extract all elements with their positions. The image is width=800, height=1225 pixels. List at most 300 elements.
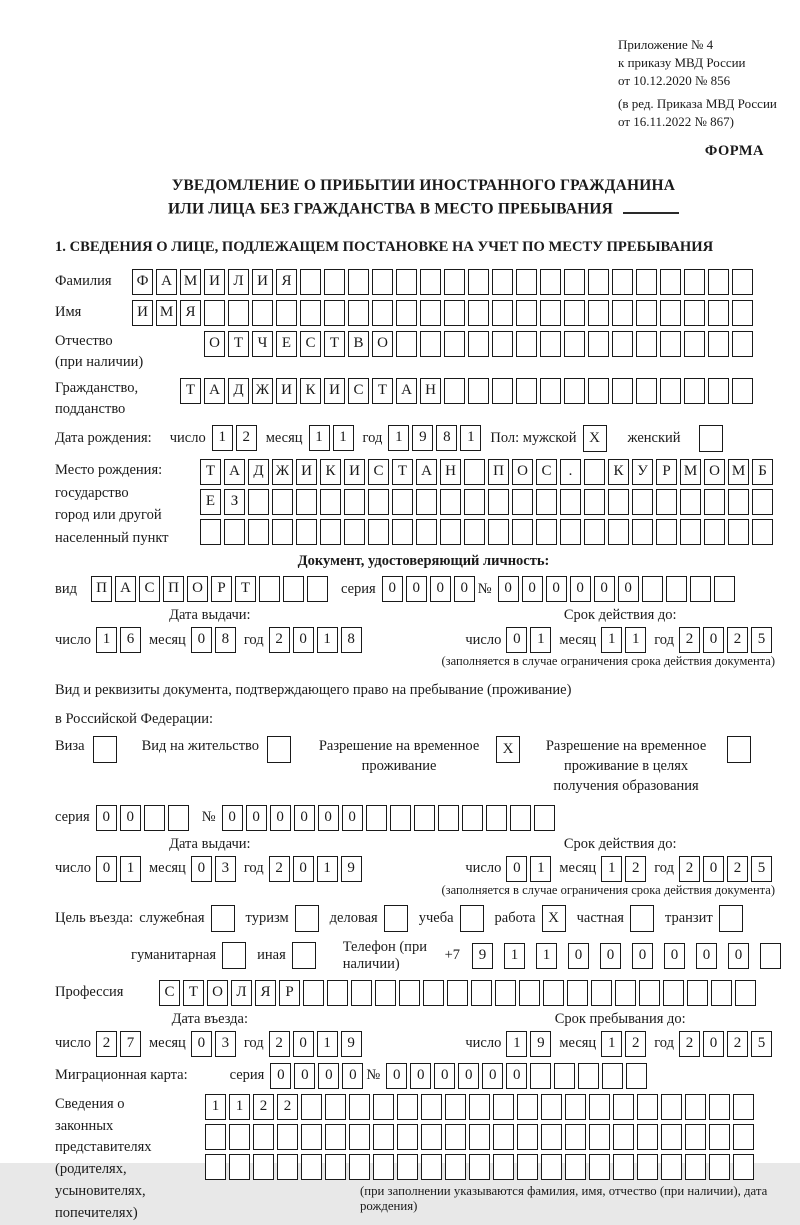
form-cell[interactable]: [464, 519, 485, 545]
checkbox-cell[interactable]: [211, 905, 235, 932]
form-cell[interactable]: [613, 1154, 634, 1180]
form-cell[interactable]: [421, 1094, 442, 1120]
form-cell[interactable]: 8: [341, 627, 362, 653]
checkbox-cell[interactable]: X: [496, 736, 520, 763]
form-cell[interactable]: [392, 519, 413, 545]
form-cell[interactable]: [636, 331, 657, 357]
form-cell[interactable]: [680, 489, 701, 515]
form-cell[interactable]: [469, 1154, 490, 1180]
form-cell[interactable]: [252, 300, 273, 326]
form-cell[interactable]: 0: [246, 805, 267, 831]
form-cell[interactable]: Ж: [252, 378, 273, 404]
form-cell[interactable]: [493, 1124, 514, 1150]
form-cell[interactable]: [320, 519, 341, 545]
form-cell[interactable]: [516, 300, 537, 326]
form-cell[interactable]: [495, 980, 516, 1006]
form-cell[interactable]: 2: [625, 1031, 646, 1057]
form-cell[interactable]: [444, 300, 465, 326]
form-cell[interactable]: Я: [255, 980, 276, 1006]
form-cell[interactable]: 5: [751, 1031, 772, 1057]
form-cell[interactable]: [440, 489, 461, 515]
form-cell[interactable]: [327, 980, 348, 1006]
form-cell[interactable]: 0: [96, 805, 117, 831]
form-cell[interactable]: [661, 1154, 682, 1180]
form-cell[interactable]: [560, 489, 581, 515]
form-cell[interactable]: [462, 805, 483, 831]
checkbox-cell[interactable]: [460, 905, 484, 932]
form-cell[interactable]: [510, 805, 531, 831]
form-cell[interactable]: [445, 1124, 466, 1150]
form-cell[interactable]: Ж: [272, 459, 293, 485]
form-cell[interactable]: [325, 1154, 346, 1180]
form-cell[interactable]: К: [608, 459, 629, 485]
form-cell[interactable]: [300, 300, 321, 326]
form-cell[interactable]: [517, 1124, 538, 1150]
form-cell[interactable]: [588, 300, 609, 326]
form-cell[interactable]: [656, 519, 677, 545]
form-cell[interactable]: [565, 1094, 586, 1120]
form-cell[interactable]: Н: [440, 459, 461, 485]
form-cell[interactable]: [248, 489, 269, 515]
form-cell[interactable]: [637, 1094, 658, 1120]
checkbox-cell[interactable]: [384, 905, 408, 932]
form-cell[interactable]: [366, 805, 387, 831]
form-cell[interactable]: [396, 331, 417, 357]
form-cell[interactable]: [708, 269, 729, 295]
form-cell[interactable]: [728, 489, 749, 515]
form-cell[interactable]: [423, 980, 444, 1006]
form-cell[interactable]: М: [156, 300, 177, 326]
form-cell[interactable]: [519, 980, 540, 1006]
form-cell[interactable]: [642, 576, 663, 602]
form-cell[interactable]: [253, 1154, 274, 1180]
form-cell[interactable]: З: [224, 489, 245, 515]
form-cell[interactable]: [541, 1124, 562, 1150]
form-cell[interactable]: [283, 576, 304, 602]
form-cell[interactable]: 0: [293, 856, 314, 882]
form-cell[interactable]: [396, 300, 417, 326]
form-cell[interactable]: [348, 300, 369, 326]
form-cell[interactable]: [464, 459, 485, 485]
form-cell[interactable]: [584, 489, 605, 515]
form-cell[interactable]: [660, 378, 681, 404]
form-cell[interactable]: 0: [270, 1063, 291, 1089]
form-cell[interactable]: [613, 1124, 634, 1150]
form-cell[interactable]: П: [488, 459, 509, 485]
form-cell[interactable]: [565, 1124, 586, 1150]
form-cell[interactable]: П: [163, 576, 184, 602]
form-cell[interactable]: И: [132, 300, 153, 326]
form-cell[interactable]: Т: [324, 331, 345, 357]
form-cell[interactable]: 0: [318, 805, 339, 831]
form-cell[interactable]: .: [560, 459, 581, 485]
form-cell[interactable]: [709, 1124, 730, 1150]
form-cell[interactable]: 1: [536, 943, 557, 969]
form-cell[interactable]: [588, 378, 609, 404]
form-cell[interactable]: [560, 519, 581, 545]
form-cell[interactable]: [349, 1154, 370, 1180]
form-cell[interactable]: Д: [248, 459, 269, 485]
form-cell[interactable]: 0: [454, 576, 475, 602]
form-cell[interactable]: [626, 1063, 647, 1089]
form-cell[interactable]: [373, 1124, 394, 1150]
form-cell[interactable]: [488, 519, 509, 545]
form-cell[interactable]: А: [204, 378, 225, 404]
form-cell[interactable]: 0: [191, 856, 212, 882]
form-cell[interactable]: 1: [530, 856, 551, 882]
form-cell[interactable]: [632, 519, 653, 545]
form-cell[interactable]: 2: [679, 856, 700, 882]
form-cell[interactable]: [684, 269, 705, 295]
form-cell[interactable]: [564, 269, 585, 295]
form-cell[interactable]: И: [344, 459, 365, 485]
form-cell[interactable]: [660, 300, 681, 326]
form-cell[interactable]: 2: [253, 1094, 274, 1120]
form-cell[interactable]: 0: [498, 576, 519, 602]
form-cell[interactable]: Н: [420, 378, 441, 404]
form-cell[interactable]: И: [296, 459, 317, 485]
form-cell[interactable]: [632, 489, 653, 515]
form-cell[interactable]: Т: [372, 378, 393, 404]
form-cell[interactable]: [540, 378, 561, 404]
form-cell[interactable]: [564, 378, 585, 404]
form-cell[interactable]: [690, 576, 711, 602]
form-cell[interactable]: [272, 489, 293, 515]
form-cell[interactable]: А: [416, 459, 437, 485]
form-cell[interactable]: [578, 1063, 599, 1089]
form-cell[interactable]: И: [204, 269, 225, 295]
form-cell[interactable]: О: [207, 980, 228, 1006]
form-cell[interactable]: [733, 1094, 754, 1120]
form-cell[interactable]: 1: [317, 856, 338, 882]
form-cell[interactable]: 5: [751, 856, 772, 882]
form-cell[interactable]: [615, 980, 636, 1006]
form-cell[interactable]: 1: [317, 627, 338, 653]
form-cell[interactable]: 1: [96, 627, 117, 653]
form-cell[interactable]: [685, 1094, 706, 1120]
form-cell[interactable]: [468, 300, 489, 326]
form-cell[interactable]: [492, 331, 513, 357]
form-cell[interactable]: 1: [388, 425, 409, 451]
form-cell[interactable]: [704, 519, 725, 545]
form-cell[interactable]: 0: [191, 627, 212, 653]
form-cell[interactable]: [733, 1124, 754, 1150]
form-cell[interactable]: 9: [412, 425, 433, 451]
form-cell[interactable]: 0: [600, 943, 621, 969]
form-cell[interactable]: [301, 1154, 322, 1180]
form-cell[interactable]: 2: [269, 856, 290, 882]
form-cell[interactable]: 0: [703, 1031, 724, 1057]
form-cell[interactable]: О: [512, 459, 533, 485]
form-cell[interactable]: [733, 1154, 754, 1180]
form-cell[interactable]: 0: [294, 805, 315, 831]
form-cell[interactable]: [567, 980, 588, 1006]
form-cell[interactable]: 2: [625, 856, 646, 882]
form-cell[interactable]: [612, 378, 633, 404]
form-cell[interactable]: [687, 980, 708, 1006]
checkbox-cell[interactable]: [719, 905, 743, 932]
form-cell[interactable]: 0: [382, 576, 403, 602]
form-cell[interactable]: [685, 1154, 706, 1180]
form-cell[interactable]: [444, 331, 465, 357]
form-cell[interactable]: [396, 269, 417, 295]
form-cell[interactable]: [516, 269, 537, 295]
form-cell[interactable]: [420, 269, 441, 295]
form-cell[interactable]: Е: [200, 489, 221, 515]
form-cell[interactable]: [492, 378, 513, 404]
form-cell[interactable]: [735, 980, 756, 1006]
form-cell[interactable]: [608, 519, 629, 545]
form-cell[interactable]: 2: [277, 1094, 298, 1120]
form-cell[interactable]: 0: [386, 1063, 407, 1089]
form-cell[interactable]: [708, 300, 729, 326]
form-cell[interactable]: 0: [664, 943, 685, 969]
form-cell[interactable]: П: [91, 576, 112, 602]
form-cell[interactable]: 0: [96, 856, 117, 882]
form-cell[interactable]: 0: [294, 1063, 315, 1089]
form-cell[interactable]: [303, 980, 324, 1006]
form-cell[interactable]: [708, 331, 729, 357]
form-cell[interactable]: 1: [309, 425, 330, 451]
form-cell[interactable]: [584, 459, 605, 485]
form-cell[interactable]: [709, 1154, 730, 1180]
checkbox-cell[interactable]: [222, 942, 246, 969]
form-cell[interactable]: Т: [200, 459, 221, 485]
form-cell[interactable]: [414, 805, 435, 831]
form-cell[interactable]: [420, 300, 441, 326]
form-cell[interactable]: [711, 980, 732, 1006]
form-cell[interactable]: 1: [229, 1094, 250, 1120]
form-cell[interactable]: [296, 519, 317, 545]
form-cell[interactable]: [228, 300, 249, 326]
form-cell[interactable]: 0: [191, 1031, 212, 1057]
form-cell[interactable]: [205, 1154, 226, 1180]
form-cell[interactable]: 0: [506, 627, 527, 653]
form-cell[interactable]: О: [704, 459, 725, 485]
form-cell[interactable]: Т: [183, 980, 204, 1006]
form-cell[interactable]: 7: [120, 1031, 141, 1057]
form-cell[interactable]: [349, 1124, 370, 1150]
form-cell[interactable]: С: [139, 576, 160, 602]
form-cell[interactable]: [488, 489, 509, 515]
form-cell[interactable]: 1: [504, 943, 525, 969]
form-cell[interactable]: Р: [279, 980, 300, 1006]
form-cell[interactable]: [554, 1063, 575, 1089]
form-cell[interactable]: Л: [228, 269, 249, 295]
form-cell[interactable]: С: [348, 378, 369, 404]
form-cell[interactable]: [732, 269, 753, 295]
form-cell[interactable]: [296, 489, 317, 515]
form-cell[interactable]: [373, 1094, 394, 1120]
form-cell[interactable]: [320, 489, 341, 515]
form-cell[interactable]: 0: [430, 576, 451, 602]
form-cell[interactable]: [492, 269, 513, 295]
checkbox-cell[interactable]: [630, 905, 654, 932]
form-cell[interactable]: [639, 980, 660, 1006]
form-cell[interactable]: [588, 331, 609, 357]
form-cell[interactable]: 2: [727, 627, 748, 653]
form-cell[interactable]: [421, 1154, 442, 1180]
form-cell[interactable]: [229, 1124, 250, 1150]
form-cell[interactable]: М: [680, 459, 701, 485]
checkbox-cell[interactable]: [699, 425, 723, 452]
form-cell[interactable]: 3: [215, 856, 236, 882]
form-cell[interactable]: [584, 519, 605, 545]
form-cell[interactable]: [416, 519, 437, 545]
form-cell[interactable]: [589, 1124, 610, 1150]
form-cell[interactable]: [324, 269, 345, 295]
form-cell[interactable]: [588, 269, 609, 295]
form-cell[interactable]: [200, 519, 221, 545]
form-cell[interactable]: 0: [270, 805, 291, 831]
form-cell[interactable]: [536, 519, 557, 545]
form-cell[interactable]: 0: [546, 576, 567, 602]
form-cell[interactable]: [602, 1063, 623, 1089]
form-cell[interactable]: [660, 331, 681, 357]
checkbox-cell[interactable]: [267, 736, 291, 763]
form-cell[interactable]: 0: [728, 943, 749, 969]
form-cell[interactable]: [368, 489, 389, 515]
form-cell[interactable]: [416, 489, 437, 515]
form-cell[interactable]: [608, 489, 629, 515]
form-cell[interactable]: 1: [601, 627, 622, 653]
form-cell[interactable]: [392, 489, 413, 515]
form-cell[interactable]: [564, 331, 585, 357]
form-cell[interactable]: [541, 1094, 562, 1120]
form-cell[interactable]: [397, 1124, 418, 1150]
form-cell[interactable]: [636, 378, 657, 404]
form-cell[interactable]: 1: [212, 425, 233, 451]
form-cell[interactable]: [684, 331, 705, 357]
form-cell[interactable]: Б: [752, 459, 773, 485]
form-cell[interactable]: К: [300, 378, 321, 404]
form-cell[interactable]: [344, 519, 365, 545]
form-cell[interactable]: 5: [751, 627, 772, 653]
form-cell[interactable]: [636, 269, 657, 295]
form-cell[interactable]: [444, 269, 465, 295]
form-cell[interactable]: [732, 300, 753, 326]
form-cell[interactable]: [325, 1124, 346, 1150]
form-cell[interactable]: [512, 519, 533, 545]
form-cell[interactable]: [348, 269, 369, 295]
form-cell[interactable]: [541, 1154, 562, 1180]
form-cell[interactable]: [637, 1154, 658, 1180]
form-cell[interactable]: А: [156, 269, 177, 295]
checkbox-cell[interactable]: [295, 905, 319, 932]
form-cell[interactable]: [656, 489, 677, 515]
form-cell[interactable]: [471, 980, 492, 1006]
form-cell[interactable]: 9: [341, 856, 362, 882]
form-cell[interactable]: 9: [472, 943, 493, 969]
form-cell[interactable]: [445, 1154, 466, 1180]
form-cell[interactable]: 0: [570, 576, 591, 602]
form-cell[interactable]: 2: [727, 856, 748, 882]
form-cell[interactable]: [373, 1154, 394, 1180]
form-cell[interactable]: 0: [293, 627, 314, 653]
form-cell[interactable]: 0: [318, 1063, 339, 1089]
form-cell[interactable]: М: [180, 269, 201, 295]
form-cell[interactable]: [390, 805, 411, 831]
form-cell[interactable]: [349, 1094, 370, 1120]
form-cell[interactable]: [344, 489, 365, 515]
form-cell[interactable]: С: [368, 459, 389, 485]
form-cell[interactable]: [516, 378, 537, 404]
form-cell[interactable]: Т: [235, 576, 256, 602]
form-cell[interactable]: А: [115, 576, 136, 602]
form-cell[interactable]: [397, 1094, 418, 1120]
form-cell[interactable]: Я: [276, 269, 297, 295]
form-cell[interactable]: [445, 1094, 466, 1120]
form-cell[interactable]: 0: [458, 1063, 479, 1089]
form-cell[interactable]: 1: [333, 425, 354, 451]
form-cell[interactable]: 0: [342, 805, 363, 831]
form-cell[interactable]: [666, 576, 687, 602]
form-cell[interactable]: [661, 1094, 682, 1120]
form-cell[interactable]: А: [224, 459, 245, 485]
form-cell[interactable]: 2: [236, 425, 257, 451]
form-cell[interactable]: 1: [625, 627, 646, 653]
form-cell[interactable]: [565, 1154, 586, 1180]
form-cell[interactable]: [468, 378, 489, 404]
form-cell[interactable]: [704, 489, 725, 515]
form-cell[interactable]: [660, 269, 681, 295]
form-cell[interactable]: А: [396, 378, 417, 404]
form-cell[interactable]: 0: [410, 1063, 431, 1089]
checkbox-cell[interactable]: [93, 736, 117, 763]
form-cell[interactable]: [517, 1154, 538, 1180]
form-cell[interactable]: [277, 1154, 298, 1180]
form-cell[interactable]: [447, 980, 468, 1006]
form-cell[interactable]: С: [159, 980, 180, 1006]
form-cell[interactable]: 0: [434, 1063, 455, 1089]
form-cell[interactable]: [516, 331, 537, 357]
form-cell[interactable]: [530, 1063, 551, 1089]
form-cell[interactable]: [543, 980, 564, 1006]
form-cell[interactable]: [760, 943, 781, 969]
form-cell[interactable]: 0: [506, 1063, 527, 1089]
form-cell[interactable]: 2: [679, 627, 700, 653]
form-cell[interactable]: [612, 300, 633, 326]
form-cell[interactable]: [301, 1094, 322, 1120]
checkbox-cell[interactable]: X: [583, 425, 607, 452]
form-cell[interactable]: [661, 1124, 682, 1150]
form-cell[interactable]: [420, 331, 441, 357]
form-cell[interactable]: 0: [618, 576, 639, 602]
form-cell[interactable]: [272, 519, 293, 545]
form-cell[interactable]: [612, 331, 633, 357]
form-cell[interactable]: 0: [522, 576, 543, 602]
form-cell[interactable]: 2: [269, 627, 290, 653]
form-cell[interactable]: 9: [341, 1031, 362, 1057]
form-cell[interactable]: [307, 576, 328, 602]
form-cell[interactable]: 0: [342, 1063, 363, 1089]
form-cell[interactable]: 2: [679, 1031, 700, 1057]
form-cell[interactable]: [540, 300, 561, 326]
form-cell[interactable]: 0: [482, 1063, 503, 1089]
checkbox-cell[interactable]: [727, 736, 751, 763]
form-cell[interactable]: [752, 489, 773, 515]
form-cell[interactable]: [464, 489, 485, 515]
form-cell[interactable]: [613, 1094, 634, 1120]
form-cell[interactable]: 2: [727, 1031, 748, 1057]
checkbox-cell[interactable]: X: [542, 905, 566, 932]
form-cell[interactable]: М: [728, 459, 749, 485]
form-cell[interactable]: [708, 378, 729, 404]
form-cell[interactable]: Д: [228, 378, 249, 404]
form-cell[interactable]: [224, 519, 245, 545]
form-cell[interactable]: С: [300, 331, 321, 357]
form-cell[interactable]: [732, 331, 753, 357]
